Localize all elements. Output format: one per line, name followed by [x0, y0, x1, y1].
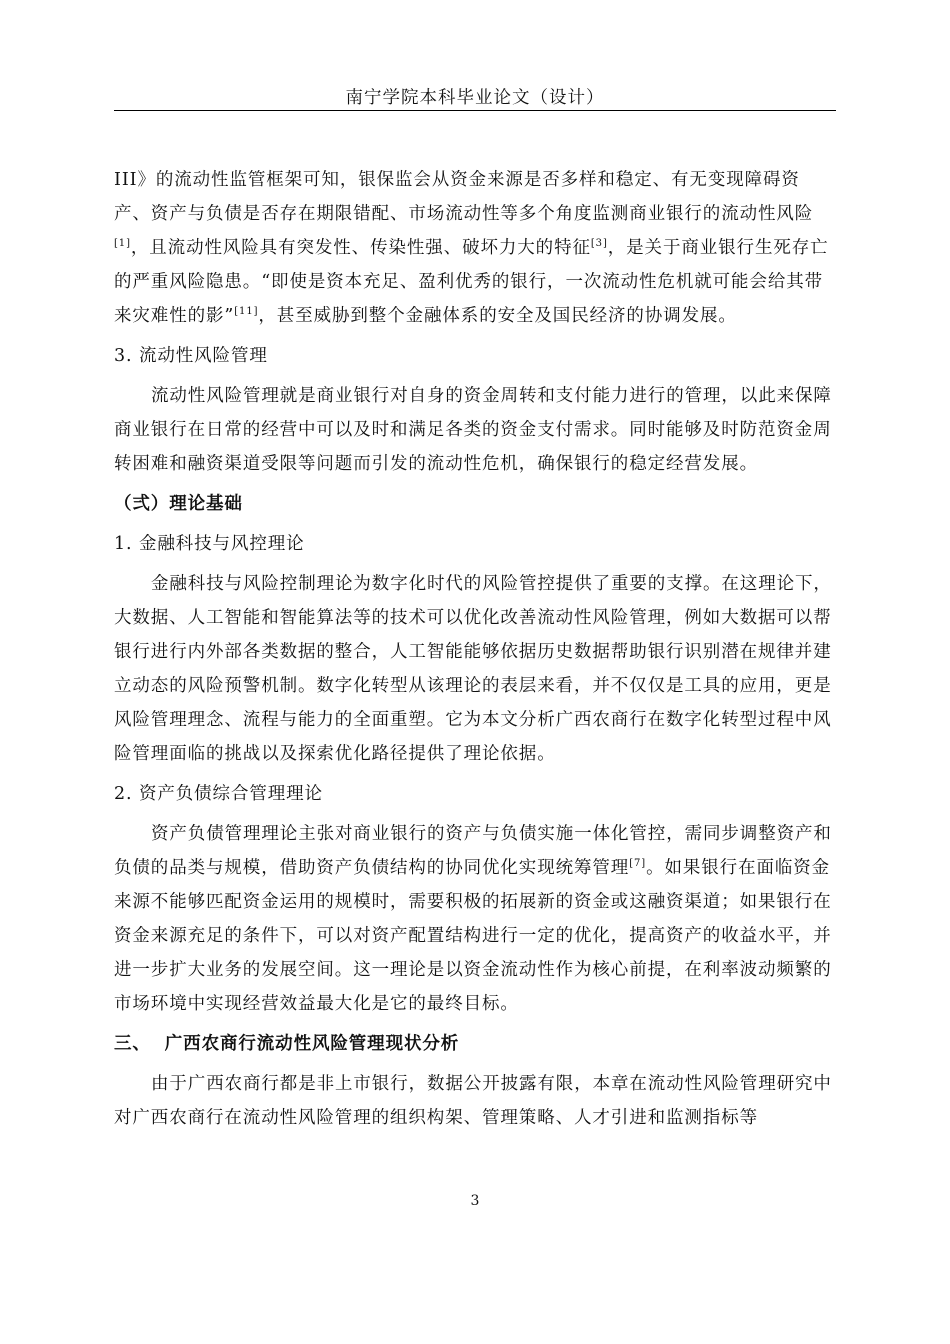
- page-header-title: 南宁学院本科毕业论文（设计）: [345, 88, 605, 108]
- page-number: 3: [470, 1193, 480, 1209]
- citation: [11]: [234, 306, 259, 317]
- subsection-heading: 3. 流动性风险管理: [114, 346, 268, 366]
- citation: [7]: [629, 858, 647, 869]
- header-divider: [114, 110, 836, 111]
- section-heading: （弍）理论基础: [114, 494, 243, 514]
- paragraph: 由于广西农商行都是非上市银行，数据公开披露有限，本章在流动性风险管理研究中对广西农商行在流动性风险管理的组织构架、管理策略、人才引进和监测指标等: [114, 1074, 832, 1128]
- paragraph: 金融科技与风险控制理论为数字化时代的风险管控提供了重要的支撑。在这理论下，大数据、人工智能和智能算法等的技术可以优化改善流动性风险管理，例如大数据可以帮银行进行内外部各类数据的整合，人工智能能够依据历史数据帮助银行识别潜在规律并建立动态的风险预警机制。数字化转型从该理论的表层来看，并不仅仅是工具的应用，更是风险管理理念、流程与能力的全面重塑。它为本文分析广西农商行在数字化转型过程中风险管理面临的挑战以及探索优化路径提供了理论依据。: [114, 574, 832, 764]
- subsection-heading: 1. 金融科技与风控理论: [114, 534, 305, 554]
- body-content: [114, 163, 836, 1135]
- citation: [3]: [590, 238, 608, 249]
- paragraph: 流动性风险管理就是商业银行对自身的资金周转和支付能力进行的管理，以此来保障商业银行在日常的经营中可以及时和满足各类的资金支付需求。同时能够及时防范资金周转困难和融资渠道受限等问题而引发的流动性危机，确保银行的稳定经营发展。: [114, 386, 832, 474]
- subsection-heading: 2. 资产负债综合管理理论: [114, 784, 323, 804]
- citation: [1]: [114, 238, 131, 249]
- chapter-heading: 三、 广西农商行流动性风险管理现状分析: [114, 1034, 460, 1054]
- paragraph: 资产负债管理理论主张对商业银行的资产与负债实施一体化管控，需同步调整资产和负债的品类与规模，借助资产负债结构的协同优化实现统筹管理[7]。如果银行在面临资金来源不能够匹配资金运用的规模时，需要积极的拓展新的资金或这融资渠道；如果银行在资金来源充足的条件下，可以对资产配置结构进行一定的优化，提高资产的收益水平，并进一步扩大业务的发展空间。这一理论是以资金流动性作为核心前提，在利率波动频繁的市场环境中实现经营效益最大化是它的最终目标。: [114, 824, 832, 1014]
- paragraph: III》的流动性监管框架可知，银保监会从资金来源是否多样和稳定、有无变现障碍资产、资产与负债是否存在期限错配、市场流动性等多个角度监测商业银行的流动性风险[1]，且流动性风险具有突发性、传染性强、破坏力大的特征[3]，是关于商业银行生死存亡的严重风险隐患。“即使是资本充足、盈利优秀的银行，一次流动性危机就可能会给其带来灾难性的影”[11]，甚至威胁到整个金融体系的安全及国民经济的协调发展。: [114, 170, 829, 326]
